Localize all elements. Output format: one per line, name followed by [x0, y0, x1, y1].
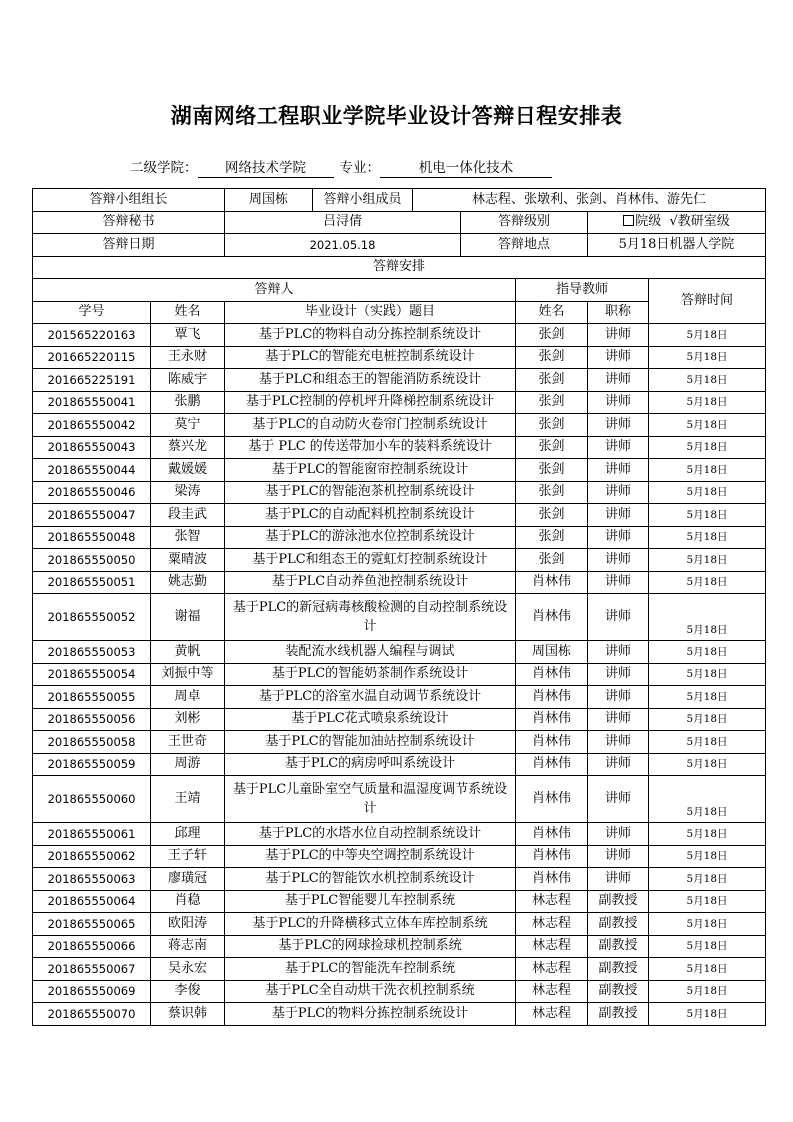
student-name: 吴永宏 [151, 958, 225, 981]
student-name: 廖璜冠 [151, 868, 225, 891]
advisor-name: 张剑 [516, 436, 588, 459]
table-row [33, 731, 766, 754]
advisor-title: 讲师 [588, 391, 649, 414]
advisor-name: 林志程 [516, 1003, 588, 1026]
leader-label: 答辩小组组长 [33, 189, 225, 212]
advisor-title: 讲师 [588, 346, 649, 369]
advisor-name: 张剑 [516, 526, 588, 549]
student-id: 201865550058 [33, 731, 151, 754]
advisor-title: 讲师 [588, 549, 649, 572]
advisor-name: 肖林伟 [516, 663, 588, 686]
advisor-title: 讲师 [588, 868, 649, 891]
topic: 基于PLC的智能奶茶制作系统设计 [225, 663, 516, 686]
table-row [33, 346, 766, 369]
page-title: 湖南网络工程职业学院毕业设计答辩日程安排表 [170, 104, 623, 128]
table-row [33, 958, 766, 981]
advisor-title: 讲师 [588, 641, 649, 664]
defense-date: 5月18日 [649, 414, 766, 437]
student-name: 蔡识韩 [151, 1003, 225, 1026]
student-name: 姚志勤 [151, 571, 225, 594]
advisor-title: 讲师 [588, 571, 649, 594]
student-name: 刘振中等 [151, 663, 225, 686]
defense-date: 5月18日 [649, 436, 766, 459]
advisor-name: 肖林伟 [516, 708, 588, 731]
student-id: 201865550042 [33, 414, 151, 437]
advisor-title: 副教授 [588, 913, 649, 936]
advisor-title: 讲师 [588, 436, 649, 459]
table-row [33, 526, 766, 549]
defense-date: 5月18日 [649, 549, 766, 572]
table-row [33, 391, 766, 414]
student-id: 201665225191 [33, 369, 151, 392]
student-id: 201865550065 [33, 913, 151, 936]
table-row [33, 414, 766, 437]
college-value: 网络技术学院 [198, 156, 334, 178]
student-name: 王靖 [151, 776, 225, 823]
table-row [33, 935, 766, 958]
student-name: 蒋志南 [151, 935, 225, 958]
info-row-date [33, 234, 766, 257]
defense-date: 5月18日 [649, 1003, 766, 1026]
student-id: 201865550050 [33, 549, 151, 572]
defense-date: 5月18日 [649, 958, 766, 981]
advisor-name: 张剑 [516, 346, 588, 369]
advisor-title: 讲师 [588, 731, 649, 754]
advisor-name: 周国栋 [516, 641, 588, 664]
checkbox-icon [623, 215, 634, 226]
col-defender: 答辩人 [33, 279, 516, 302]
topic: 装配流水线机器人编程与调试 [225, 641, 516, 664]
advisor-name: 肖林伟 [516, 868, 588, 891]
advisor-title: 讲师 [588, 526, 649, 549]
col-advisor-title: 职称 [588, 301, 649, 324]
student-name: 粟晴波 [151, 549, 225, 572]
topic: 基于PLC的智能泡茶机控制系统设计 [225, 481, 516, 504]
table-row [33, 1003, 766, 1026]
student-name: 黄帆 [151, 641, 225, 664]
table-row [33, 571, 766, 594]
level-option-dept: √教研室级 [669, 214, 730, 230]
defense-date: 5月18日 [649, 776, 766, 823]
advisor-name: 肖林伟 [516, 776, 588, 823]
table-row [33, 845, 766, 868]
student-name: 张智 [151, 526, 225, 549]
student-name: 王永财 [151, 346, 225, 369]
col-student-id: 学号 [33, 301, 151, 324]
place-value: 5月18日机器人学院 [588, 234, 766, 257]
topic: 基于PLC控制的停机坪升降梯控制系统设计 [225, 391, 516, 414]
defense-date: 5月18日 [649, 753, 766, 776]
defense-date: 5月18日 [649, 708, 766, 731]
table-row [33, 504, 766, 527]
defense-date: 5月18日 [649, 935, 766, 958]
topic: 基于PLC的网球捡球机控制系统 [225, 935, 516, 958]
defense-date: 5月18日 [649, 346, 766, 369]
defense-date: 5月18日 [649, 391, 766, 414]
topic: 基于PLC花式喷泉系统设计 [225, 708, 516, 731]
advisor-name: 张剑 [516, 369, 588, 392]
advisor-name: 林志程 [516, 935, 588, 958]
date-label: 答辩日期 [33, 234, 225, 257]
student-id: 201865550062 [33, 845, 151, 868]
advisor-name: 肖林伟 [516, 731, 588, 754]
advisor-title: 讲师 [588, 481, 649, 504]
advisor-name: 肖林伟 [516, 753, 588, 776]
table-row [33, 481, 766, 504]
table-row [33, 913, 766, 936]
table-row [33, 663, 766, 686]
advisor-title: 副教授 [588, 935, 649, 958]
topic: 基于PLC儿童卧室空气质量和温湿度调节系统设计 [225, 776, 516, 823]
col-advisor: 指导教师 [516, 279, 649, 302]
advisor-name: 林志程 [516, 890, 588, 913]
place-label: 答辩地点 [461, 234, 588, 257]
defense-date: 5月18日 [649, 868, 766, 891]
table-row [33, 753, 766, 776]
defense-date: 5月18日 [649, 324, 766, 347]
student-id: 201865550046 [33, 481, 151, 504]
advisor-title: 讲师 [588, 663, 649, 686]
col-name: 姓名 [151, 301, 225, 324]
student-id: 201865550048 [33, 526, 151, 549]
defense-date: 5月18日 [649, 594, 766, 641]
student-id: 201865550060 [33, 776, 151, 823]
advisor-title: 副教授 [588, 890, 649, 913]
advisor-name: 张剑 [516, 549, 588, 572]
table-row [33, 324, 766, 347]
major-value: 机电一体化技术 [380, 156, 552, 178]
advisor-name: 张剑 [516, 324, 588, 347]
advisor-title: 讲师 [588, 459, 649, 482]
advisor-name: 肖林伟 [516, 845, 588, 868]
advisor-name: 肖林伟 [516, 686, 588, 709]
topic: 基于PLC的智能洗车控制系统 [225, 958, 516, 981]
advisor-title: 讲师 [588, 369, 649, 392]
student-id: 201865550063 [33, 868, 151, 891]
col-time: 答辩时间 [649, 279, 766, 324]
topic: 基于PLC的浴室水温自动调节系统设计 [225, 686, 516, 709]
date-value: 2021.05.18 [225, 234, 461, 257]
group-header-row [33, 279, 766, 302]
topic: 基于PLC的水塔水位自动控制系统设计 [225, 823, 516, 846]
student-name: 王子轩 [151, 845, 225, 868]
defense-date: 5月18日 [649, 526, 766, 549]
defense-date: 5月18日 [649, 663, 766, 686]
advisor-title: 讲师 [588, 414, 649, 437]
advisor-name: 肖林伟 [516, 594, 588, 641]
header-line [130, 156, 552, 178]
table-row [33, 369, 766, 392]
student-id: 201865550066 [33, 935, 151, 958]
student-id: 201865550047 [33, 504, 151, 527]
topic: 基于PLC智能婴儿车控制系统 [225, 890, 516, 913]
level-label: 答辩级别 [461, 211, 588, 234]
schedule-table [32, 188, 766, 1026]
student-name: 张鹏 [151, 391, 225, 414]
student-id: 201865550051 [33, 571, 151, 594]
student-id: 201565220163 [33, 324, 151, 347]
defense-date: 5月18日 [649, 459, 766, 482]
col-topic: 毕业设计（实践）题目 [225, 301, 516, 324]
student-id: 201865550053 [33, 641, 151, 664]
student-id: 201865550059 [33, 753, 151, 776]
advisor-name: 张剑 [516, 414, 588, 437]
topic: 基于PLC的物料分拣控制系统设计 [225, 1003, 516, 1026]
student-name: 肖稳 [151, 890, 225, 913]
advisor-name: 张剑 [516, 504, 588, 527]
student-name: 谢福 [151, 594, 225, 641]
defense-date: 5月18日 [649, 913, 766, 936]
defense-date: 5月18日 [649, 571, 766, 594]
members-value: 林志程、张墩利、张剑、肖林伟、游先仁 [413, 189, 766, 212]
student-name: 欧阳涛 [151, 913, 225, 936]
level-option-college: 院级 [635, 214, 662, 230]
topic: 基于PLC的智能窗帘控制系统设计 [225, 459, 516, 482]
advisor-name: 林志程 [516, 980, 588, 1003]
defense-date: 5月18日 [649, 823, 766, 846]
topic: 基于PLC的游泳池水位控制系统设计 [225, 526, 516, 549]
schedule-label-row [33, 256, 766, 279]
student-name: 周游 [151, 753, 225, 776]
info-row-secretary [33, 211, 766, 234]
student-name: 莫宁 [151, 414, 225, 437]
topic: 基于PLC的自动防火卷帘门控制系统设计 [225, 414, 516, 437]
topic: 基于PLC和组态王的智能消防系统设计 [225, 369, 516, 392]
topic: 基于PLC和组态王的霓虹灯控制系统设计 [225, 549, 516, 572]
table-row [33, 868, 766, 891]
level-options [588, 211, 766, 234]
advisor-name: 张剑 [516, 481, 588, 504]
table-row [33, 823, 766, 846]
student-id: 201865550070 [33, 1003, 151, 1026]
advisor-title: 讲师 [588, 686, 649, 709]
student-name: 刘彬 [151, 708, 225, 731]
student-id: 201665220115 [33, 346, 151, 369]
defense-date: 5月18日 [649, 481, 766, 504]
table-row [33, 980, 766, 1003]
major-label: 专业： [339, 160, 380, 176]
student-id: 201865550056 [33, 708, 151, 731]
secretary-label: 答辩秘书 [33, 211, 225, 234]
advisor-title: 讲师 [588, 324, 649, 347]
table-row [33, 436, 766, 459]
table-row [33, 776, 766, 823]
topic: 基于 PLC 的传送带加小车的装料系统设计 [225, 436, 516, 459]
advisor-title: 副教授 [588, 958, 649, 981]
table-row [33, 549, 766, 572]
advisor-title: 讲师 [588, 776, 649, 823]
advisor-name: 张剑 [516, 459, 588, 482]
student-name: 邱理 [151, 823, 225, 846]
topic: 基于PLC全自动烘干洗衣机控制系统 [225, 980, 516, 1003]
defense-date: 5月18日 [649, 504, 766, 527]
table-row [33, 459, 766, 482]
topic: 基于PLC的智能加油站控制系统设计 [225, 731, 516, 754]
defense-date: 5月18日 [649, 686, 766, 709]
col-advisor-name: 姓名 [516, 301, 588, 324]
student-id: 201865550052 [33, 594, 151, 641]
student-name: 周卓 [151, 686, 225, 709]
advisor-name: 张剑 [516, 391, 588, 414]
advisor-title: 副教授 [588, 1003, 649, 1026]
advisor-name: 肖林伟 [516, 571, 588, 594]
student-name: 蔡兴龙 [151, 436, 225, 459]
student-id: 201865550043 [33, 436, 151, 459]
defense-date: 5月18日 [649, 890, 766, 913]
topic: 基于PLC的新冠病毒核酸检测的自动控制系统设计 [225, 594, 516, 641]
table-row [33, 708, 766, 731]
info-row-leader [33, 189, 766, 212]
topic: 基于PLC的智能充电桩控制系统设计 [225, 346, 516, 369]
defense-date: 5月18日 [649, 369, 766, 392]
topic: 基于PLC的中等央空调控制系统设计 [225, 845, 516, 868]
student-id: 201865550055 [33, 686, 151, 709]
advisor-title: 讲师 [588, 845, 649, 868]
student-id: 201865550054 [33, 663, 151, 686]
topic: 基于PLC的升降横移式立体车库控制系统 [225, 913, 516, 936]
defense-date: 5月18日 [649, 731, 766, 754]
advisor-title: 讲师 [588, 594, 649, 641]
rows-body [33, 324, 766, 1026]
student-name: 戴媛媛 [151, 459, 225, 482]
leader-value: 周国栋 [225, 189, 313, 212]
student-name: 覃飞 [151, 324, 225, 347]
secretary-value: 吕浔倩 [225, 211, 461, 234]
topic: 基于PLC的物料自动分拣控制系统设计 [225, 324, 516, 347]
defense-date: 5月18日 [649, 641, 766, 664]
topic: 基于PLC的病房呼叫系统设计 [225, 753, 516, 776]
student-id: 201865550061 [33, 823, 151, 846]
student-name: 李俊 [151, 980, 225, 1003]
members-label: 答辩小组成员 [313, 189, 413, 212]
table-row [33, 641, 766, 664]
advisor-title: 讲师 [588, 504, 649, 527]
advisor-title: 讲师 [588, 753, 649, 776]
student-id: 201865550044 [33, 459, 151, 482]
table-row [33, 686, 766, 709]
advisor-name: 林志程 [516, 958, 588, 981]
advisor-title: 讲师 [588, 823, 649, 846]
schedule-label: 答辩安排 [33, 256, 766, 279]
defense-date: 5月18日 [649, 980, 766, 1003]
advisor-title: 讲师 [588, 708, 649, 731]
defense-date: 5月18日 [649, 845, 766, 868]
topic: 基于PLC的自动配料机控制系统设计 [225, 504, 516, 527]
topic: 基于PLC的智能饮水机控制系统设计 [225, 868, 516, 891]
student-name: 段圭武 [151, 504, 225, 527]
advisor-title: 副教授 [588, 980, 649, 1003]
advisor-name: 林志程 [516, 913, 588, 936]
student-id: 201865550064 [33, 890, 151, 913]
college-label: 二级学院： [130, 160, 198, 176]
student-name: 陈威宇 [151, 369, 225, 392]
student-name: 王世奇 [151, 731, 225, 754]
topic: 基于PLC自动养鱼池控制系统设计 [225, 571, 516, 594]
student-id: 201865550067 [33, 958, 151, 981]
student-name: 梁涛 [151, 481, 225, 504]
table-row [33, 594, 766, 641]
student-id: 201865550041 [33, 391, 151, 414]
student-id: 201865550069 [33, 980, 151, 1003]
table-row [33, 890, 766, 913]
advisor-name: 肖林伟 [516, 823, 588, 846]
